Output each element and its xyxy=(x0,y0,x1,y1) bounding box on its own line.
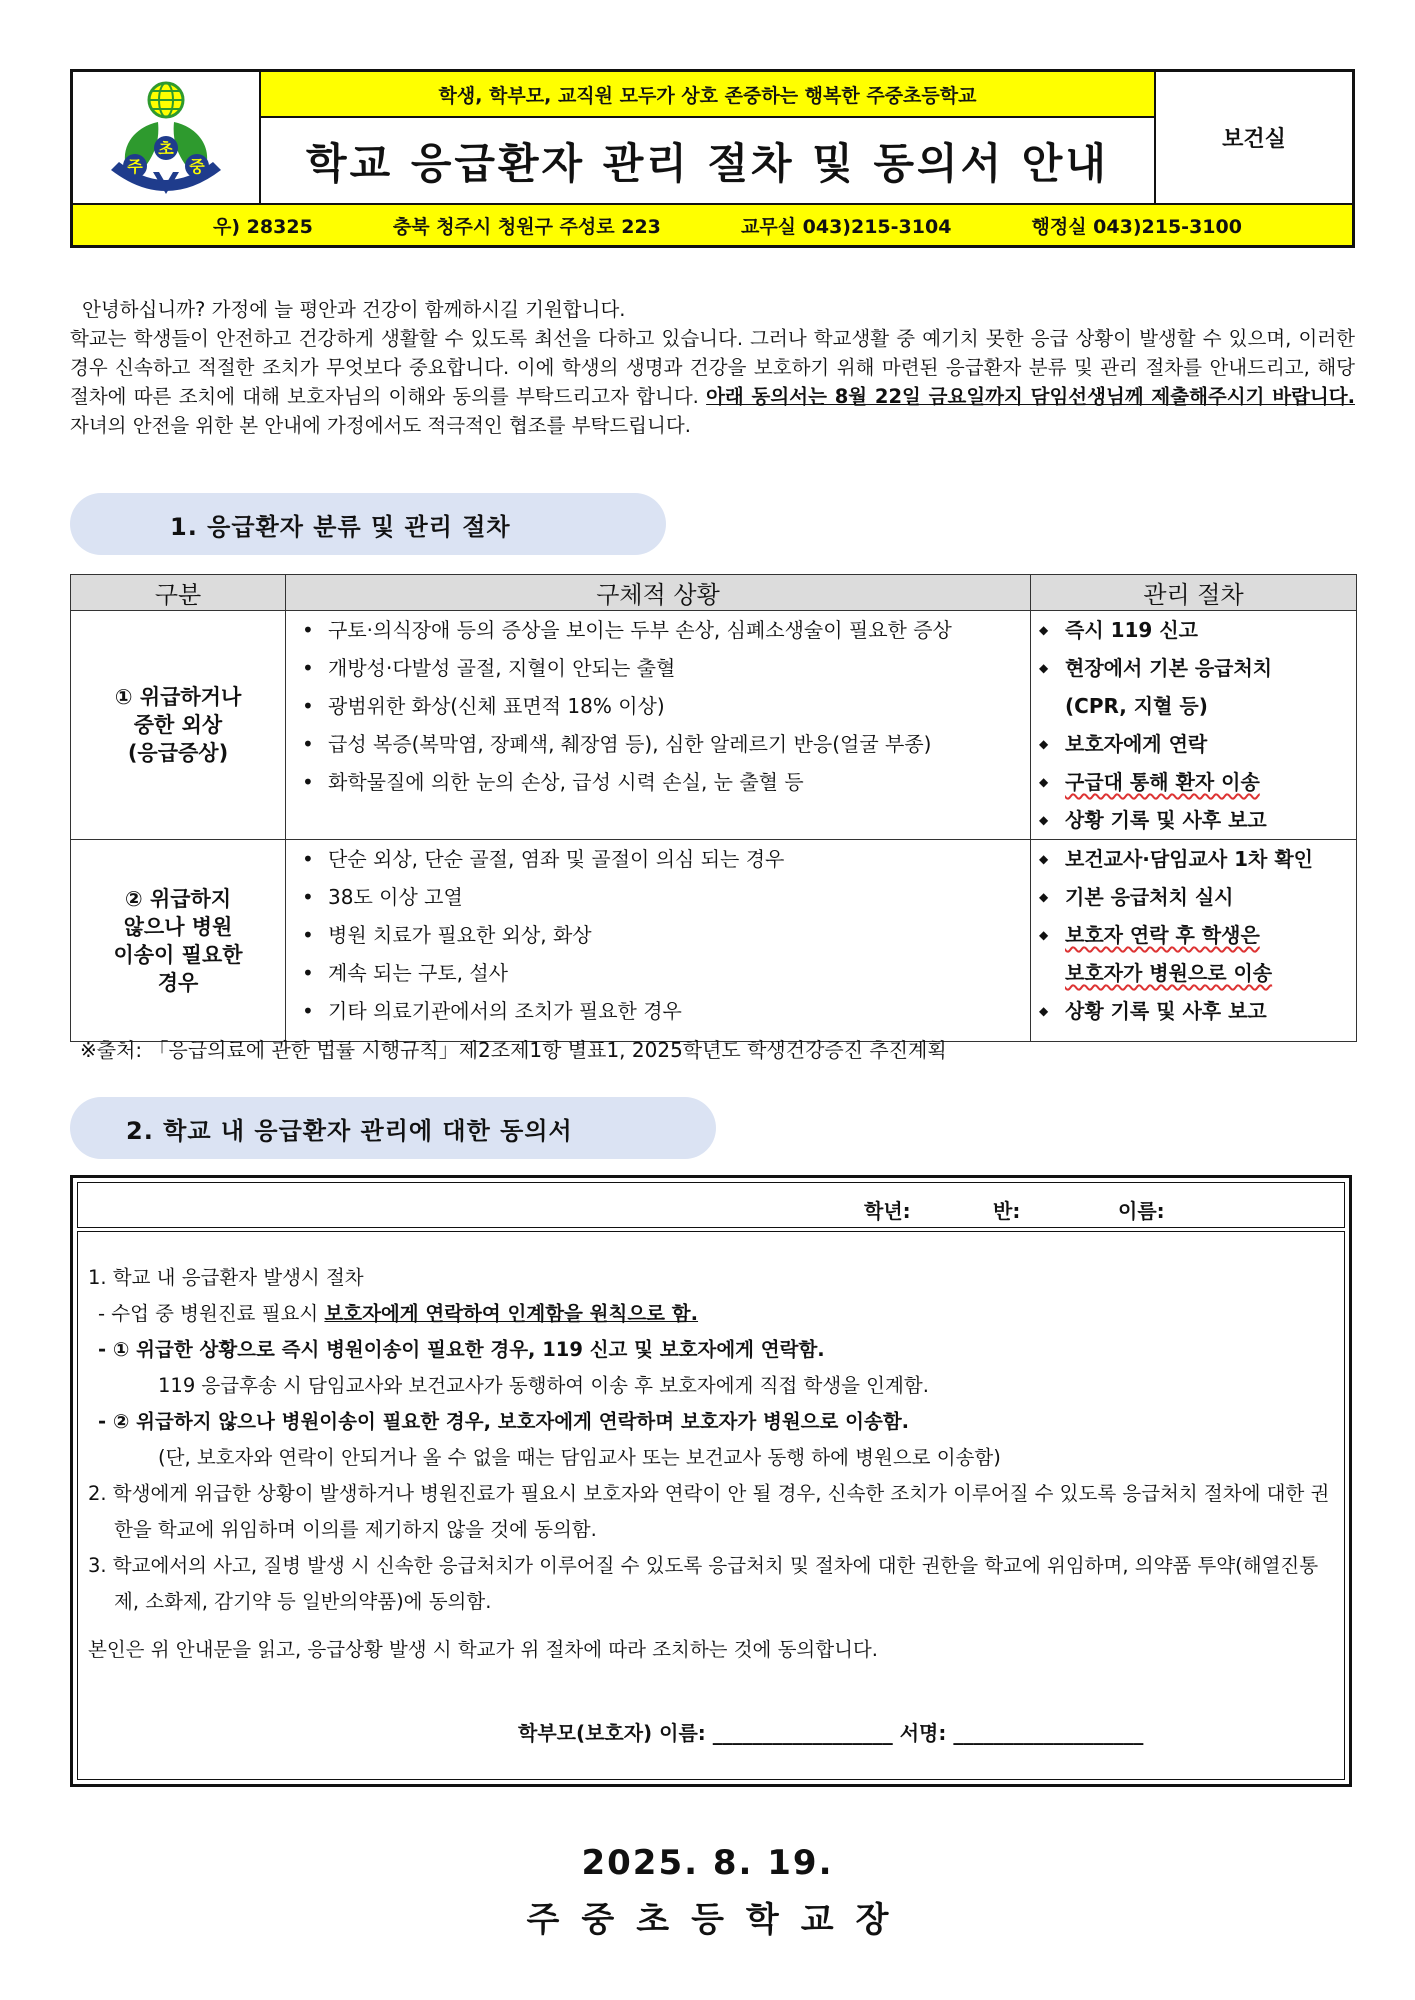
category-cell: ① 위급하거나 중한 외상 (응급증상) xyxy=(71,611,286,840)
item1-nonurgent-note: (단, 보호자와 연락이 안되거나 올 수 없을 때는 담임교사 또는 보건교사 동행 하에 병원으로 이송함) xyxy=(158,1446,1001,1469)
list-item: ◆ 현장에서 기본 응급처치 xyxy=(1037,649,1350,687)
list-item: ◆ 상황 기록 및 사후 보고 xyxy=(1037,992,1350,1030)
logo-letter-left: 주 xyxy=(127,157,143,176)
list-item: (CPR, 지혈 등) xyxy=(1065,694,1208,718)
issue-date: 2025. 8. 19. xyxy=(581,1843,834,1883)
guardian-signature-line[interactable]: 학부모(보호자) 이름: __________________ 서명: ___________________ xyxy=(518,1721,1144,1745)
letterhead xyxy=(70,69,1355,248)
intro-paragraph xyxy=(70,295,1355,440)
agreement-statement: 본인은 위 안내문을 읽고, 응급상황 발생 시 학교가 위 절차에 따라 조치하는 것에 동의합니다. xyxy=(88,1638,878,1661)
submission-deadline: 아래 동의서는 8월 22일 금요일까지 담임선생님께 제출해주시기 바랍니다. xyxy=(706,385,1355,408)
list-item: ◆ 기본 응급처치 실시 xyxy=(1037,878,1350,916)
department-label: 보건실 xyxy=(1222,127,1286,152)
list-item: ◆ 보호자에게 연락 xyxy=(1037,725,1350,763)
situation-cell xyxy=(286,611,1031,840)
school-slogan: 학생, 학부모, 교직원 모두가 상호 존중하는 행복한 주중초등학교 xyxy=(261,72,1156,118)
principal-signatory: 주중초등학교장 xyxy=(526,1900,911,1940)
postal-code: 우) 28325 xyxy=(213,215,313,238)
list-item: ◆ 보건교사·담임교사 1차 확인 xyxy=(1037,840,1350,878)
list-item: ◆ 구급대 통해 환자 이송 xyxy=(1037,763,1350,801)
item1-urgent: - ① 위급한 상황으로 즉시 병원이송이 필요한 경우, 119 신고 및 보호자에게 연락함. xyxy=(98,1338,825,1361)
list-item: 보호자가 병원으로 이송 xyxy=(1065,961,1273,985)
consent-body xyxy=(77,1231,1345,1780)
situation-cell xyxy=(286,840,1031,1042)
intro-closing: 자녀의 안전을 위한 본 안내에 가정에서도 적극적인 협조를 부탁드립니다. xyxy=(70,414,691,437)
list-item: • 개방성·다발성 골절, 지혈이 안되는 출혈 xyxy=(296,649,1020,687)
intro-body xyxy=(70,324,1355,440)
school-logo xyxy=(73,72,261,203)
logo-letter-top: 초 xyxy=(158,139,174,158)
grade-field[interactable]: 학년: xyxy=(864,1199,911,1223)
list-item: • 화학물질에 의한 눈의 손상, 급성 시력 손실, 눈 출혈 등 xyxy=(296,763,1020,801)
list-item: • 38도 이상 고열 xyxy=(296,878,1020,916)
section1-heading: 1. 응급환자 분류 및 관리 절차 xyxy=(70,493,666,555)
list-item: ◆ 즉시 119 신고 xyxy=(1037,611,1350,649)
section2-heading: 2. 학교 내 응급환자 관리에 대한 동의서 xyxy=(70,1097,716,1159)
list-item: ◆ 보호자 연락 후 학생은 xyxy=(1037,916,1350,954)
table-row xyxy=(71,840,1357,1042)
list-item: • 병원 치료가 필요한 외상, 화상 xyxy=(296,916,1020,954)
address-bar xyxy=(73,203,1352,245)
list-item: • 단순 외상, 단순 골절, 염좌 및 골절이 의심 되는 경우 xyxy=(296,840,1020,878)
col-header-procedure: 관리 절차 xyxy=(1031,575,1357,611)
consent-form xyxy=(70,1175,1352,1787)
list-item: • 계속 되는 구토, 설사 xyxy=(296,954,1020,992)
street-address: 충북 청주시 청원구 주성로 223 xyxy=(392,215,661,238)
office-phone: 교무실 043)215-3104 xyxy=(740,215,952,238)
item2: 2. 학생에게 위급한 상황이 발생하거나 병원진료가 필요시 보호자와 연락이 안 될 경우, 신속한 조치가 이루어질 수 있도록 응급처치 절차에 대한 권한을 학교에 위임하며 이의를 제기하지 않을 것에 동의함. xyxy=(88,1482,1330,1541)
intro-body-text: 학교는 학생들이 안전하고 건강하게 생활할 수 있도록 최선을 다하고 있습니다. 그러나 학교생활 중 예기치 못한 응급 상황이 발생할 수 있으며, 이러한 경우 신속하고 적절한 조치가 무엇보다 중요합니다. 이에 학생의 생명과 건강을 보호하기 위해 마련된 응급환자 분류 및 관리 절차를 안내드리고, 해당 절차에 따른 조치에 대해 보호자님의 이해와 동의를 부탁드리고자 합니다. xyxy=(70,327,1355,408)
source-note: ※출처: 「응급의료에 관한 법률 시행규칙」제2조제1항 별표1, 2025학년도 학생건강증진 추진계획 xyxy=(80,1038,947,1062)
list-item: ◆ 상황 기록 및 사후 보고 xyxy=(1037,801,1350,839)
logo-letter-right: 중 xyxy=(189,157,205,176)
admin-phone: 행정실 043)215-3100 xyxy=(1031,215,1242,238)
category-cell: ② 위급하지 않으나 병원 이송이 필요한 경우 xyxy=(71,840,286,1042)
document-title: 학교 응급환자 관리 절차 및 동의서 안내 xyxy=(261,118,1156,203)
student-info-row xyxy=(77,1182,1345,1228)
procedure-cell xyxy=(1031,611,1357,840)
list-item: • 기타 의료기관에서의 조치가 필요한 경우 xyxy=(296,992,1020,1030)
list-item: • 구토·의식장애 등의 증상을 보이는 두부 손상, 심폐소생술이 필요한 증상 xyxy=(296,611,1020,649)
item1-title: 1. 학교 내 응급환자 발생시 절차 xyxy=(88,1266,364,1289)
col-header-situation: 구체적 상황 xyxy=(286,575,1031,611)
list-item: • 광범위한 화상(신체 표면적 18% 이상) xyxy=(296,687,1020,725)
item3: 3. 학교에서의 사고, 질병 발생 시 신속한 응급처치가 이루어질 수 있도록 응급처치 및 절차에 대한 권한을 학교에 위임하며, 의약품 투약(해열진통제, 소화제, 감기약 등 일반의약품)에 동의함. xyxy=(88,1554,1319,1613)
greeting-line: 안녕하십니까? 가정에 늘 평안과 건강이 함께하시길 기원합니다. xyxy=(82,298,626,321)
class-field[interactable]: 반: xyxy=(993,1199,1021,1223)
name-field[interactable]: 이름: xyxy=(1118,1199,1165,1223)
item1-principle: - 수업 중 병원진료 필요시 보호자에게 연락하여 인계함을 원칙으로 함. xyxy=(98,1302,699,1325)
procedure-cell xyxy=(1031,840,1357,1042)
table-row xyxy=(71,611,1357,840)
list-item: • 급성 복증(복막염, 장폐색, 췌장염 등), 심한 알레르기 반응(얼굴 부종) xyxy=(296,725,1020,763)
item1-urgent-note: 119 응급후송 시 담임교사와 보건교사가 동행하여 이송 후 보호자에게 직접 학생을 인계함. xyxy=(158,1374,929,1397)
item1-nonurgent: - ② 위급하지 않으나 병원이송이 필요한 경우, 보호자에게 연락하며 보호자가 병원으로 이송함. xyxy=(98,1410,910,1433)
emergency-classification-table xyxy=(70,574,1357,1042)
col-header-category: 구분 xyxy=(71,575,286,611)
